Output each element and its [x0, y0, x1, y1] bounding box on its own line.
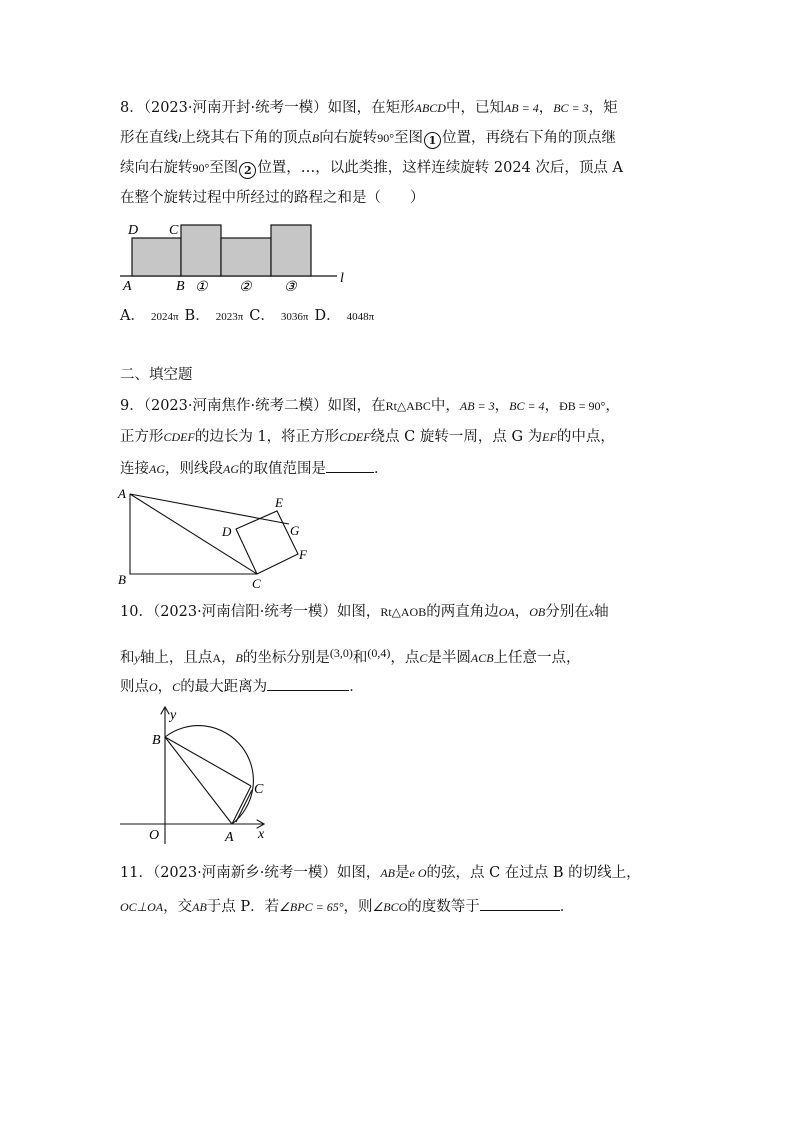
- segment-oc: [165, 737, 251, 786]
- q8-text: 续向右旋转: [120, 160, 193, 176]
- label-G: G: [290, 523, 300, 538]
- q10-text: 轴上，且点: [139, 650, 213, 666]
- label-B: B: [118, 572, 126, 587]
- q10-text: 如图，: [336, 604, 381, 620]
- q9-text: ，: [494, 398, 510, 414]
- rectangle-4: [271, 225, 311, 276]
- q8-line-2: [120, 128, 616, 149]
- q10-line-3: [120, 676, 364, 697]
- q9-line-3: [120, 458, 389, 479]
- q10-figure: [115, 702, 280, 846]
- circled-number: 1: [424, 132, 441, 149]
- q8-line-1: [120, 98, 618, 118]
- q10-text: ，: [221, 650, 236, 666]
- label-C: C: [169, 223, 179, 238]
- q10-line-1: [120, 602, 609, 622]
- q10-text: 轴: [594, 604, 609, 620]
- q11-text: 是: [395, 865, 410, 881]
- q10-math: ACB: [470, 651, 494, 665]
- rectangle-2: [181, 225, 221, 276]
- q11-text: ，则: [343, 899, 373, 915]
- segment-ac: [236, 790, 252, 822]
- q10-text: ，: [157, 679, 173, 695]
- q10-math: y: [134, 651, 140, 665]
- q9-line-1: [120, 396, 620, 416]
- q11-math: ∠BPC = 65°: [279, 900, 344, 914]
- q10-text: ，: [514, 604, 530, 620]
- label-C: C: [254, 782, 264, 797]
- q9-math: Rt△ABC: [385, 399, 431, 413]
- q8-math: 90°: [377, 131, 394, 145]
- q10-math: Rt△AOB: [380, 605, 427, 619]
- q10-text: 和: [352, 650, 368, 666]
- q9-text: ，: [544, 398, 560, 414]
- q8-text: 在整个旋转过程中所经过的路程之和是（ ）: [120, 190, 425, 206]
- option-c-label: C．: [249, 308, 275, 324]
- marker-1: ①: [195, 280, 208, 294]
- q8-math: BC = 3: [553, 101, 589, 115]
- q10-math: (3,0): [329, 646, 353, 660]
- q9-math: CDEF: [163, 430, 195, 444]
- q10-text: ．: [349, 679, 364, 695]
- q9-text: ．: [374, 461, 389, 477]
- q8-text: 如图，在矩形: [327, 100, 415, 116]
- q10-text: 的坐标分别是: [242, 650, 330, 666]
- label-O: O: [149, 828, 160, 843]
- q8-text: 至图: [209, 160, 239, 176]
- answer-blank[interactable]: [480, 896, 560, 911]
- marker-3: ③: [284, 280, 297, 294]
- segment-ab: [165, 737, 232, 824]
- label-x: x: [258, 827, 265, 842]
- q9-math: AB = 3: [459, 399, 495, 413]
- q8-math: AB = 4: [503, 101, 539, 115]
- rectangle-1: [132, 238, 181, 276]
- q8-text: 位置，再绕右下角的顶点继: [442, 130, 616, 146]
- q11-math: AB: [192, 900, 207, 914]
- q9-text: 正方形: [120, 429, 164, 445]
- q11-math: OC⊥OA: [120, 900, 164, 914]
- q10-math: A: [212, 651, 221, 665]
- q8-text: 位置，…，以此类推，这样连续旋转 2024 次后，顶点 A: [257, 160, 624, 176]
- q9-math: AG: [149, 462, 165, 476]
- q11-text: 于点 P．若: [206, 899, 280, 915]
- q10-text: 分别在: [545, 604, 589, 620]
- option-d-value: 4048π: [346, 311, 375, 323]
- q9-number: 9．: [120, 398, 144, 414]
- q11-source: （2023·河南新乡·统考一模）: [152, 865, 337, 881]
- q10-text: 则点: [120, 679, 149, 695]
- q9-line-2: [120, 427, 615, 447]
- q11-text: 的弦，点 C 在过点 B 的切线上，: [426, 865, 641, 881]
- q10-text: ，点: [390, 650, 420, 666]
- q11-number: 11．: [120, 865, 153, 881]
- q8-options: [120, 306, 380, 327]
- rectangle-3: [221, 238, 271, 276]
- square-cdef: [236, 511, 298, 574]
- circled-number: 2: [239, 162, 256, 179]
- q9-math: AG: [223, 462, 239, 476]
- q9-text: ，则线段: [165, 461, 223, 477]
- q11-math: e O: [409, 866, 427, 880]
- option-c-value: 3036π: [280, 311, 309, 323]
- option-b-label: B．: [184, 308, 210, 324]
- q11-text: ，交: [163, 899, 193, 915]
- q8-text: 至图: [394, 130, 423, 146]
- q10-number: 10．: [120, 604, 153, 620]
- q9-text: 如图，在: [327, 398, 386, 414]
- q8-math: 90°: [192, 161, 210, 175]
- label-B: B: [152, 733, 161, 748]
- q11-math: AB: [380, 866, 395, 880]
- q11-text: 的度数等于: [407, 899, 480, 915]
- q8-text: ，矩: [588, 100, 618, 116]
- q11-line-2: [120, 896, 574, 917]
- label-D: D: [222, 524, 232, 539]
- q10-math: C: [419, 651, 428, 665]
- q8-text: 中，已知: [445, 100, 504, 116]
- semicircle-acb: [165, 726, 253, 824]
- q10-text: 的两直角边: [426, 604, 499, 620]
- q8-text: 形在直线: [120, 130, 178, 146]
- q8-line-4: [120, 188, 425, 208]
- q9-source: （2023·河南焦作·统考二模）: [143, 398, 328, 414]
- answer-blank[interactable]: [267, 676, 349, 691]
- q8-math: l: [178, 131, 182, 145]
- answer-blank[interactable]: [326, 458, 374, 473]
- q8-source: （2023·河南开封·统考一模）: [143, 100, 328, 116]
- q8-text: ，: [538, 100, 554, 116]
- option-b-value: 2023π: [215, 311, 244, 323]
- label-A: A: [118, 486, 126, 501]
- label-l: l: [340, 271, 344, 286]
- q8-figure: [115, 218, 355, 294]
- q10-math: O: [149, 680, 158, 694]
- q9-math: CDEF: [339, 430, 371, 444]
- q10-math: x: [588, 605, 595, 619]
- label-C: C: [252, 576, 261, 591]
- q10-text: 的最大距离为: [180, 679, 268, 695]
- q9-text: 中，: [430, 398, 460, 414]
- label-A: A: [225, 830, 234, 845]
- q8-number: 8．: [120, 100, 144, 116]
- q9-figure: [112, 484, 322, 592]
- label-E: E: [275, 495, 283, 510]
- q10-source: （2023·河南信阳·统考一模）: [152, 604, 337, 620]
- section-heading: 二、填空题: [120, 367, 193, 383]
- option-d-label: D．: [314, 308, 341, 324]
- marker-2: ②: [239, 280, 252, 294]
- q10-math: C: [172, 680, 181, 694]
- q8-text: 上绕其右下角的顶点: [181, 130, 312, 146]
- q10-math: OB: [529, 605, 546, 619]
- q10-math: (0,4): [367, 646, 391, 660]
- q9-text: 连接: [120, 461, 149, 477]
- q9-math: EF: [542, 430, 557, 444]
- q10-text: 和: [120, 650, 135, 666]
- q9-math: ÐB = 90°: [559, 399, 606, 413]
- q9-math: BC = 4: [509, 399, 545, 413]
- q8-math: ABCD: [414, 101, 446, 115]
- q11-text: ．: [559, 899, 575, 915]
- label-D: D: [128, 223, 139, 238]
- q10-math: B: [235, 651, 243, 665]
- option-a-label: A．: [120, 308, 145, 324]
- q8-math: B: [311, 131, 320, 145]
- label-B: B: [176, 279, 185, 294]
- label-A: A: [123, 279, 132, 294]
- q11-math: ∠BCO: [372, 900, 408, 914]
- q10-line-2: [120, 643, 581, 668]
- q10-text: 上任意一点，: [493, 650, 581, 666]
- label-F: F: [299, 547, 307, 562]
- q11-text: 如图，: [336, 865, 381, 881]
- q9-text: 的取值范围是: [239, 461, 326, 477]
- q8-text: 向右旋转: [319, 130, 378, 146]
- q8-line-3: [120, 158, 623, 179]
- label-y: y: [170, 708, 177, 723]
- q9-text: 的中点，: [556, 429, 615, 445]
- q9-text: 绕点 C 旋转一周，点 G 为: [370, 429, 543, 445]
- q9-text: 的边长为 1，将正方形: [194, 429, 340, 445]
- q10-text: 是半圆: [427, 650, 471, 666]
- q9-text: ，: [605, 398, 620, 414]
- option-a-value: 2024π: [150, 311, 179, 323]
- q10-math: OA: [498, 605, 515, 619]
- q11-line-1: [120, 863, 641, 883]
